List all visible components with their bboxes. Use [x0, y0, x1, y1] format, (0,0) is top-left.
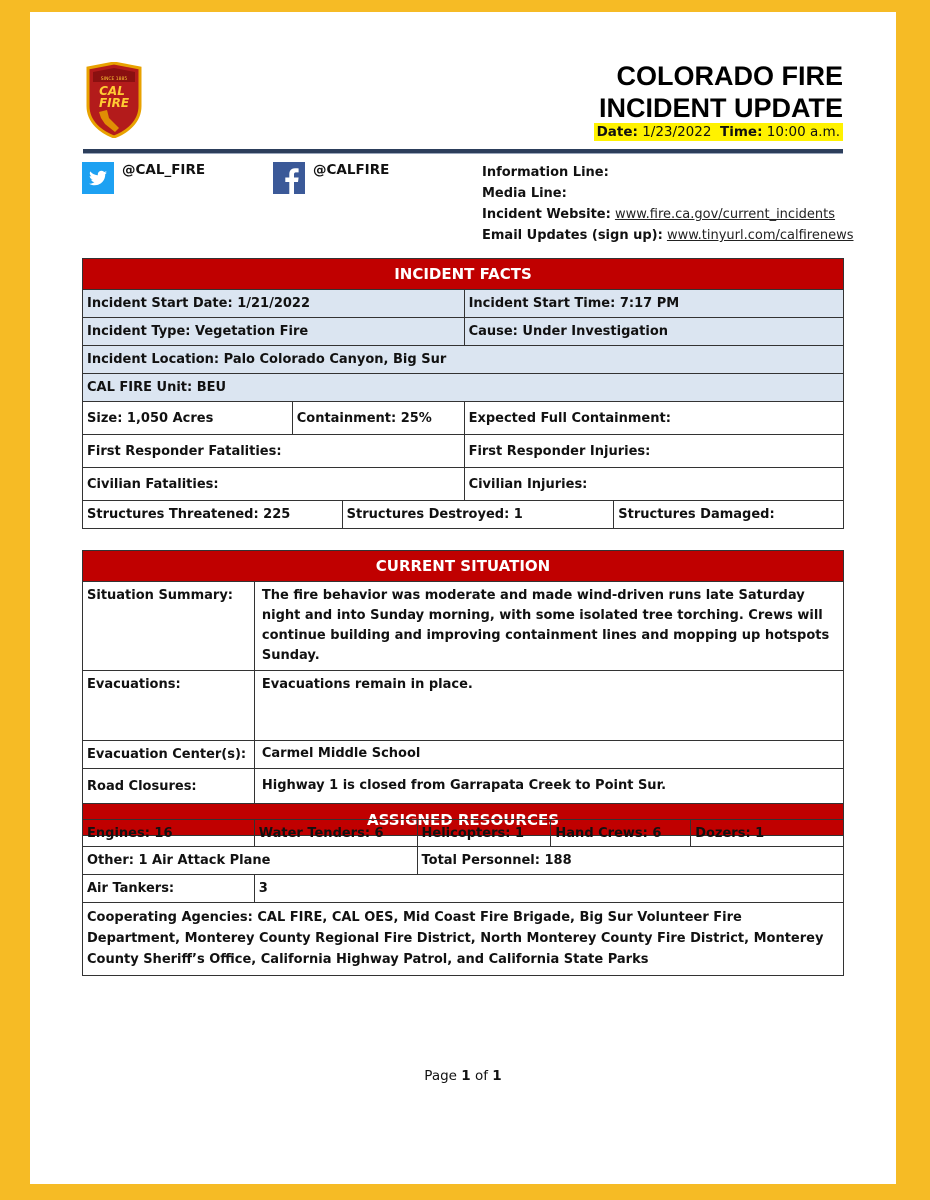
structures-threatened: Structures Threatened: 225: [83, 501, 343, 529]
media-line-label: Media Line:: [482, 186, 567, 201]
evacuation-center-text: Carmel Middle School: [254, 741, 843, 769]
incident-start-time: Incident Start Time: 7:17 PM: [464, 290, 843, 318]
page-number: 1: [461, 1068, 471, 1084]
hand-crews: Hand Crews: 6: [551, 820, 691, 847]
contact-info: [482, 162, 854, 246]
incident-type: Incident Type: Vegetation Fire: [83, 318, 465, 346]
air-tankers-value: 3: [254, 875, 843, 903]
structures-damaged: Structures Damaged:: [614, 501, 844, 529]
containment: Containment: 25%: [292, 402, 464, 435]
twitter-block: [82, 162, 205, 194]
evacuation-center-label: Evacuation Center(s):: [83, 741, 255, 769]
current-situation-table: [82, 550, 844, 836]
date-label: Date:: [596, 124, 638, 140]
situation-summary-text: The fire behavior was moderate and made wind-driven runs late Saturday night and into Sunday morning, with some isolated tree torching. Crews will continue building and improving containment lines and mopping up hotspots Sunday.: [254, 582, 843, 671]
first-responder-injuries: First Responder Injuries:: [464, 435, 843, 468]
total-personnel: Total Personnel: 188: [417, 847, 844, 875]
logo-since: SINCE 1885: [100, 77, 128, 82]
page-footer: [30, 1068, 896, 1084]
time-value: 10:00 a.m.: [766, 124, 840, 140]
incident-facts-table: [82, 258, 844, 529]
website-label: Incident Website:: [482, 207, 611, 222]
time-label: Time:: [720, 124, 763, 140]
facebook-handle[interactable]: @CALFIRE: [313, 162, 390, 178]
twitter-handle[interactable]: @CAL_FIRE: [122, 162, 206, 178]
cal-fire-unit: CAL FIRE Unit: BEU: [83, 374, 844, 402]
first-responder-fatalities: First Responder Fatalities:: [83, 435, 465, 468]
email-updates-label: Email Updates (sign up):: [482, 228, 663, 243]
incident-cause: Cause: Under Investigation: [464, 318, 843, 346]
of-word: of: [474, 1068, 488, 1084]
cooperating-agencies: Cooperating Agencies: CAL FIRE, CAL OES, Mid Coast Fire Brigade, Big Sur Volunteer Fire Department, Monterey County Regional Fire District, North Monterey County Fire District, Monterey County Sheriff’s Office, California Highway Patrol, and California State Parks: [83, 903, 844, 976]
helicopters: Helicopters: 1: [417, 820, 551, 847]
evacuations-text: Evacuations remain in place.: [254, 671, 843, 741]
civilian-injuries: Civilian Injuries:: [464, 468, 843, 501]
structures-destroyed: Structures Destroyed: 1: [342, 501, 614, 529]
header-divider: [83, 149, 843, 153]
road-closures-label: Road Closures:: [83, 769, 255, 804]
incident-facts-heading: INCIDENT FACTS: [83, 259, 844, 290]
incident-start-date: Incident Start Date: 1/21/2022: [83, 290, 465, 318]
assigned-resources-heading: ASSIGNED RESOURCES: [83, 804, 844, 836]
date-time-bar: [594, 123, 843, 141]
page-word: Page: [424, 1068, 457, 1084]
email-updates-link[interactable]: www.tinyurl.com/calfirenews: [666, 228, 854, 243]
logo-text-top: CAL: [99, 84, 125, 98]
fire-size: Size: 1,050 Acres: [83, 402, 293, 435]
twitter-icon[interactable]: [82, 162, 114, 194]
expected-full-containment: Expected Full Containment:: [464, 402, 843, 435]
information-line-label: Information Line:: [482, 165, 609, 180]
facebook-icon[interactable]: [273, 162, 305, 194]
page-title: [599, 60, 843, 124]
current-situation-heading: CURRENT SITUATION: [83, 551, 844, 582]
resources-table: [82, 819, 844, 976]
title-line-1: COLORADO FIRE: [616, 61, 843, 91]
air-tankers-label: Air Tankers:: [83, 875, 255, 903]
incident-location: Incident Location: Palo Colorado Canyon, Big Sur: [83, 346, 844, 374]
website-link[interactable]: www.fire.ca.gov/current_incidents: [614, 207, 836, 222]
civilian-fatalities: Civilian Fatalities:: [83, 468, 465, 501]
other-resources: Other: 1 Air Attack Plane: [83, 847, 418, 875]
road-closures-text: Highway 1 is closed from Garrapata Creek to Point Sur.: [254, 769, 843, 804]
title-line-2: INCIDENT UPDATE: [598, 93, 843, 123]
page-total: 1: [492, 1068, 502, 1084]
evacuations-label: Evacuations:: [83, 671, 255, 741]
situation-summary-label: Situation Summary:: [83, 582, 255, 671]
document-page: [30, 12, 896, 1184]
engines: Engines: 16: [83, 820, 255, 847]
cal-fire-logo: [85, 62, 143, 138]
logo-text-bottom: FIRE: [98, 96, 130, 110]
water-tenders: Water Tenders: 6: [254, 820, 417, 847]
facebook-block: [273, 162, 389, 194]
dozers: Dozers: 1: [691, 820, 844, 847]
date-value: 1/23/2022: [642, 124, 712, 140]
